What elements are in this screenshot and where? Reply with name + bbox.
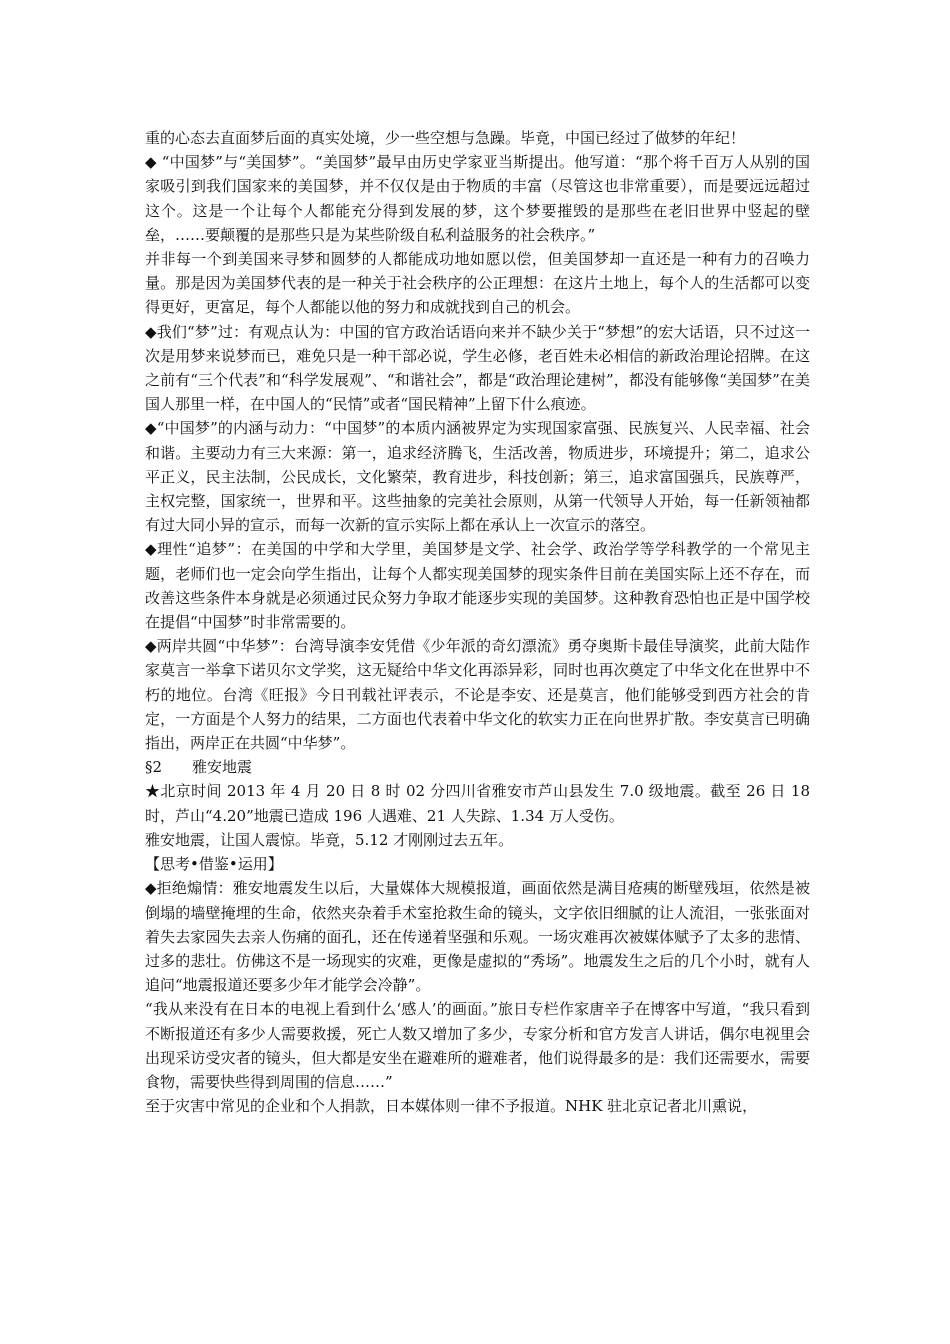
paragraph: “我从来没有在日本的电视上看到什么‘感人’的画面。”旅日专栏作家唐辛子在博客中写道，“我只看到不断报道还有多少人需要救援，死亡人数又增加了多少，专家分析和官方发言人讲话，偶尔电视里会出现采访受灾者的镜头，但大都是安坐在避难所的避难者，他们说得最多的是：我们还需要水，需要食物，需要快些得到周围的信息……”: [145, 1000, 810, 1091]
paragraph: ◆ “中国梦”与“美国梦”。“美国梦”最早由历史学家亚当斯提出。他写道：“那个将千百万人从别的国家吸引到我们国家来的美国梦，并不仅仅是由于物质的丰富（尽管这也非常重要），而是要远远超过这个。这是一个让每个人都能充分得到发展的梦，这个梦要摧毁的是那些在老旧世界中竖起的壁垒，……要颠覆的是那些只是为某些阶级自私利益服务的社会秩序。”: [145, 153, 810, 244]
paragraph: ★北京时间 2013 年 4 月 20 日 8 时 02 分四川省雅安市芦山县发生 7.0 级地震。截至 26 日 18 时，芦山“4.20”地震已造成 196 人遇难、21 人失踪、1.34 万人受伤。: [145, 782, 810, 825]
paragraph: 重的心态去直面梦后面的真实处境，少一些空想与急躁。毕竟，中国已经过了做梦的年纪！: [145, 129, 746, 147]
section-heading: §2 雅安地震: [145, 758, 253, 777]
paragraph: 至于灾害中常见的企业和个人捐款，日本媒体则一律不予报道。NHK 驻北京记者北川熏说，: [145, 1097, 758, 1116]
paragraph: ◆理性“追梦”：在美国的中学和大学里，美国梦是文学、社会学、政治学等学科教学的一个常见主题，老师们也一定会向学生指出，让每个人都实现美国梦的现实条件目前在美国实际上还不存在，而改善这些条件本身就是必须通过民众努力争取才能逐步实现的美国梦。这种教育恐怕也正是中国学校在提倡“中国梦”时非常需要的。: [145, 540, 810, 632]
paragraph: 并非每一个到美国来寻梦和圆梦的人都能成功地如愿以偿，但美国梦却一直还是一种有力的召唤力量。那是因为美国梦代表的是一种关于社会秩序的公正理想：在这片土地上，每个人的生活都可以变得更好，更富足，每个人都能以他的努力和成就找到自己的机会。: [145, 250, 810, 317]
paragraph: ◆我们“梦”过：有观点认为：中国的官方政治话语向来并不缺少关于“梦想”的宏大话语，只不过这一次是用梦来说梦而已，难免只是一种干部必说，学生必修，老百姓未必相信的新政治理论招牌。在这之前有“三个代表”和“科学发展观”、“和谐社会”，都是“政治理论建树”，都没有能够像“美国梦”在美国人那里一样，在中国人的“民情”或者“国民精神”上留下什么痕迹。: [145, 322, 810, 414]
paragraph: ◆两岸共圆“中华梦”：台湾导演李安凭借《少年派的奇幻漂流》勇夺奥斯卡最佳导演奖，此前大陆作家莫言一举拿下诺贝尔文学奖，这无疑给中华文化再添异彩，同时也再次奠定了中华文化在世界中不朽的地位。台湾《旺报》今日刊载社评表示，不论是李安、还是莫言，他们能够受到西方社会的肯定，一方面是个人努力的结果，二方面也代表着中华文化的软实力正在向世界扩散。李安莫言已明确指出，两岸正在共圆“中华梦”。: [145, 637, 810, 753]
paragraph: ◆拒绝煽情：雅安地震发生以后，大量媒体大规模报道，画面依然是满目疮痍的断壁残垣，依然是被倒塌的墙壁掩埋的生命，依然夹杂着手术室抢救生命的镜头，文字依旧细腻的让人流泪，一张张面对着失去家园失去亲人伤痛的面孔，还在传递着坚强和乐观。一场灾难再次被媒体赋予了太多的悲情、过多的悲壮。仿佛这不是一场现实的灾难，更像是虚拟的“秀场”。地震发生之后的几个小时，就有人追问“地震报道还要多少年才能学会冷静”。: [145, 879, 810, 995]
subheading: 【思考•借鉴•运用】: [145, 855, 283, 874]
document-body: [145, 126, 810, 1118]
paragraph: 雅安地震，让国人震惊。毕竟，5.12 才刚刚过去五年。: [145, 830, 514, 849]
paragraph: ◆“中国梦”的内涵与动力：“中国梦”的本质内涵被界定为实现国家富强、民族复兴、人民幸福、社会和谐。主要动力有三大来源：第一，追求经济腾飞，生活改善，物质进步，环境提升；第二，追求公平正义，民主法制，公民成长，文化繁荣，教育进步，科技创新；第三，追求富国强兵，民族尊严，主权完整，国家统一，世界和平。这些抽象的完美社会原则，从第一代领导人开始，每一任新领袖都有过大同小异的宣示，而每一次新的宣示实际上都在承认上一次宣示的落空。: [145, 419, 810, 535]
